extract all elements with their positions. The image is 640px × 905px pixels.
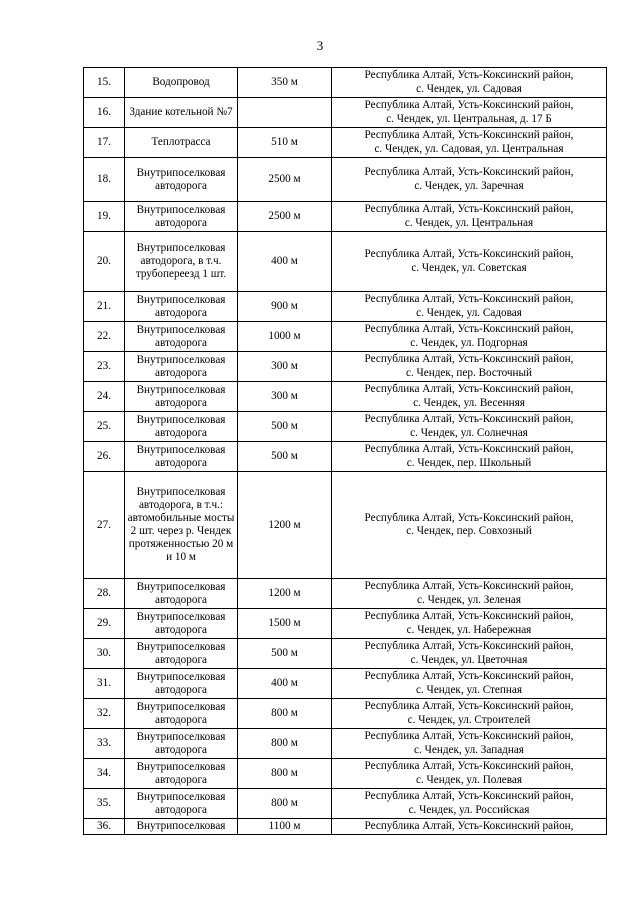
row-number: 18. xyxy=(84,158,125,202)
address-line-street: с. Чендек, ул. Цветочная xyxy=(410,653,528,666)
object-length: 1000 м xyxy=(238,322,332,352)
address-line-region: Республика Алтай, Усть-Коксинский район, xyxy=(364,760,574,772)
table-row xyxy=(84,819,607,835)
object-address xyxy=(332,472,607,579)
table-row xyxy=(84,98,607,128)
object-length xyxy=(238,98,332,128)
address-line-street: с. Чендек, ул. Подгорная xyxy=(410,336,528,349)
object-name: Внутрипоселковая автодорога xyxy=(125,669,238,699)
row-number: 27. xyxy=(84,472,125,579)
property-registry-table xyxy=(83,67,607,835)
address-line-region: Республика Алтай, Усть-Коксинский район, xyxy=(364,819,574,832)
object-address xyxy=(332,382,607,412)
row-number: 32. xyxy=(84,699,125,729)
object-address xyxy=(332,158,607,202)
table-row xyxy=(84,202,607,232)
row-number: 34. xyxy=(84,759,125,789)
address-line-street: с. Чендек, ул. Зеленая xyxy=(417,593,521,606)
object-address xyxy=(332,322,607,352)
object-address xyxy=(332,669,607,699)
address-line-street: с. Чендек, ул. Центральная xyxy=(404,216,534,229)
object-length: 2500 м xyxy=(238,158,332,202)
address-line-region: Республика Алтай, Усть-Коксинский район, xyxy=(364,700,574,712)
object-address xyxy=(332,98,607,128)
table-row xyxy=(84,609,607,639)
address-line-region: Республика Алтай, Усть-Коксинский район, xyxy=(364,166,574,178)
address-line-street: с. Чендек, ул. Полевая xyxy=(415,773,523,786)
object-name: Внутрипоселковая автодорога xyxy=(125,382,238,412)
object-length: 1200 м xyxy=(238,472,332,579)
object-name: Внутрипоселковая автодорога, в т.ч.: автомобильные мосты 2 шт. через р. Чендек протяженностью 20 м и 10 м xyxy=(125,472,238,579)
table-row xyxy=(84,352,607,382)
row-number: 31. xyxy=(84,669,125,699)
object-length: 400 м xyxy=(238,669,332,699)
table-row xyxy=(84,68,607,98)
table-body xyxy=(84,68,607,835)
object-address xyxy=(332,442,607,472)
object-address xyxy=(332,202,607,232)
table-row xyxy=(84,158,607,202)
table-row xyxy=(84,292,607,322)
address-line-street: с. Чендек, ул. Строителей xyxy=(407,713,531,726)
object-address xyxy=(332,352,607,382)
object-address xyxy=(332,68,607,98)
object-length: 500 м xyxy=(238,412,332,442)
row-number: 36. xyxy=(84,819,125,835)
table-row xyxy=(84,789,607,819)
address-line-region: Республика Алтай, Усть-Коксинский район, xyxy=(364,248,574,260)
address-line-region: Республика Алтай, Усть-Коксинский район, xyxy=(364,99,574,111)
address-line-region: Республика Алтай, Усть-Коксинский район, xyxy=(364,293,574,305)
address-line-street: с. Чендек, ул. Российская xyxy=(408,803,530,816)
object-address xyxy=(332,128,607,158)
address-line-street: с. Чендек, ул. Степная xyxy=(415,683,522,696)
address-line-street: с. Чендек, ул. Садовая, ул. Центральная xyxy=(374,142,564,155)
address-line-region: Республика Алтай, Усть-Коксинский район, xyxy=(364,511,574,524)
row-number: 26. xyxy=(84,442,125,472)
object-length: 800 м xyxy=(238,789,332,819)
object-name: Здание котельной №7 xyxy=(125,98,238,128)
address-line-street: с. Чендек, ул. Садовая xyxy=(416,306,522,319)
address-line-region: Республика Алтай, Усть-Коксинский район, xyxy=(364,640,574,652)
table-row xyxy=(84,128,607,158)
row-number: 29. xyxy=(84,609,125,639)
object-address xyxy=(332,729,607,759)
address-line-region: Республика Алтай, Усть-Коксинский район, xyxy=(364,413,574,425)
address-line-region: Республика Алтай, Усть-Коксинский район, xyxy=(364,323,574,335)
address-line-street: с. Чендек, ул. Солнечная xyxy=(410,426,528,439)
object-name: Внутрипоселковая автодорога xyxy=(125,609,238,639)
row-number: 24. xyxy=(84,382,125,412)
object-length: 900 м xyxy=(238,292,332,322)
object-address xyxy=(332,579,607,609)
object-address xyxy=(332,819,607,835)
table-row xyxy=(84,699,607,729)
address-line-street: с. Чендек, ул. Центральная, д. 17 Б xyxy=(386,112,552,125)
table-row xyxy=(84,579,607,609)
object-length: 1500 м xyxy=(238,609,332,639)
address-line-region: Республика Алтай, Усть-Коксинский район, xyxy=(364,443,574,455)
table-row xyxy=(84,232,607,292)
object-name: Внутрипоселковая автодорога xyxy=(125,729,238,759)
object-name: Внутрипоселковая автодорога xyxy=(125,759,238,789)
object-name: Теплотрасса xyxy=(125,128,238,158)
row-number: 25. xyxy=(84,412,125,442)
address-line-street: с. Чендек, пер. Восточный xyxy=(405,366,533,379)
table-row xyxy=(84,759,607,789)
object-name: Внутрипоселковая автодорога xyxy=(125,202,238,232)
address-line-region: Республика Алтай, Усть-Коксинский район, xyxy=(364,610,574,622)
object-name: Водопровод xyxy=(125,68,238,98)
address-line-region: Республика Алтай, Усть-Коксинский район, xyxy=(364,129,574,141)
object-name: Внутрипоселковая автодорога xyxy=(125,158,238,202)
address-line-street: с. Чендек, ул. Весенняя xyxy=(413,396,525,409)
object-length: 2500 м xyxy=(238,202,332,232)
address-line-street: с. Чендек, ул. Западная xyxy=(414,743,524,756)
object-address xyxy=(332,639,607,669)
object-length: 510 м xyxy=(238,128,332,158)
object-length: 300 м xyxy=(238,352,332,382)
object-address xyxy=(332,232,607,292)
object-length: 350 м xyxy=(238,68,332,98)
object-name: Внутрипоселковая автодорога xyxy=(125,789,238,819)
table-row xyxy=(84,412,607,442)
object-address xyxy=(332,609,607,639)
object-name: Внутрипоселковая автодорога xyxy=(125,639,238,669)
object-address xyxy=(332,699,607,729)
table-row xyxy=(84,472,607,579)
address-line-region: Республика Алтай, Усть-Коксинский район, xyxy=(364,203,574,215)
object-length: 800 м xyxy=(238,699,332,729)
object-length: 500 м xyxy=(238,639,332,669)
object-address xyxy=(332,759,607,789)
address-line-region: Республика Алтай, Усть-Коксинский район, xyxy=(364,580,574,592)
object-length: 400 м xyxy=(238,232,332,292)
row-number: 16. xyxy=(84,98,125,128)
table-row xyxy=(84,442,607,472)
object-name: Внутрипоселковая автодорога xyxy=(125,352,238,382)
row-number: 21. xyxy=(84,292,125,322)
object-length: 1100 м xyxy=(238,819,332,835)
table-row xyxy=(84,669,607,699)
object-address xyxy=(332,292,607,322)
address-line-region: Республика Алтай, Усть-Коксинский район, xyxy=(364,69,574,81)
row-number: 20. xyxy=(84,232,125,292)
object-name: Внутрипоселковая xyxy=(125,819,238,835)
row-number: 28. xyxy=(84,579,125,609)
row-number: 35. xyxy=(84,789,125,819)
object-name: Внутрипоселковая автодорога xyxy=(125,442,238,472)
address-line-street: с. Чендек, пер. Совхозный xyxy=(406,525,532,537)
row-number: 23. xyxy=(84,352,125,382)
row-number: 22. xyxy=(84,322,125,352)
address-line-street: с. Чендек, ул. Набережная xyxy=(406,623,532,636)
row-number: 30. xyxy=(84,639,125,669)
row-number: 33. xyxy=(84,729,125,759)
object-name: Внутрипоселковая автодорога xyxy=(125,292,238,322)
object-length: 800 м xyxy=(238,759,332,789)
address-line-region: Республика Алтай, Усть-Коксинский район, xyxy=(364,670,574,682)
object-name: Внутрипоселковая автодорога, в т.ч. трубопереезд 1 шт. xyxy=(125,232,238,292)
object-length: 500 м xyxy=(238,442,332,472)
object-name: Внутрипоселковая автодорога xyxy=(125,412,238,442)
object-name: Внутрипоселковая автодорога xyxy=(125,699,238,729)
object-length: 800 м xyxy=(238,729,332,759)
object-length: 1200 м xyxy=(238,579,332,609)
table-row xyxy=(84,639,607,669)
address-line-street: с. Чендек, ул. Советская xyxy=(411,261,527,274)
table-row xyxy=(84,729,607,759)
address-line-street: с. Чендек, ул. Заречная xyxy=(414,179,524,192)
address-line-region: Республика Алтай, Усть-Коксинский район, xyxy=(364,730,574,742)
object-length: 300 м xyxy=(238,382,332,412)
row-number: 19. xyxy=(84,202,125,232)
row-number: 17. xyxy=(84,128,125,158)
table-row xyxy=(84,382,607,412)
object-address xyxy=(332,412,607,442)
address-line-region: Республика Алтай, Усть-Коксинский район, xyxy=(364,383,574,395)
object-name: Внутрипоселковая автодорога xyxy=(125,322,238,352)
page-number: 3 xyxy=(316,38,324,53)
address-line-street: с. Чендек, ул. Садовая xyxy=(416,82,522,95)
address-line-region: Республика Алтай, Усть-Коксинский район, xyxy=(364,790,574,802)
address-line-street: с. Чендек, пер. Школьный xyxy=(406,456,532,469)
address-line-region: Республика Алтай, Усть-Коксинский район, xyxy=(364,353,574,365)
table-row xyxy=(84,322,607,352)
row-number: 15. xyxy=(84,68,125,98)
object-name: Внутрипоселковая автодорога xyxy=(125,579,238,609)
object-address xyxy=(332,789,607,819)
